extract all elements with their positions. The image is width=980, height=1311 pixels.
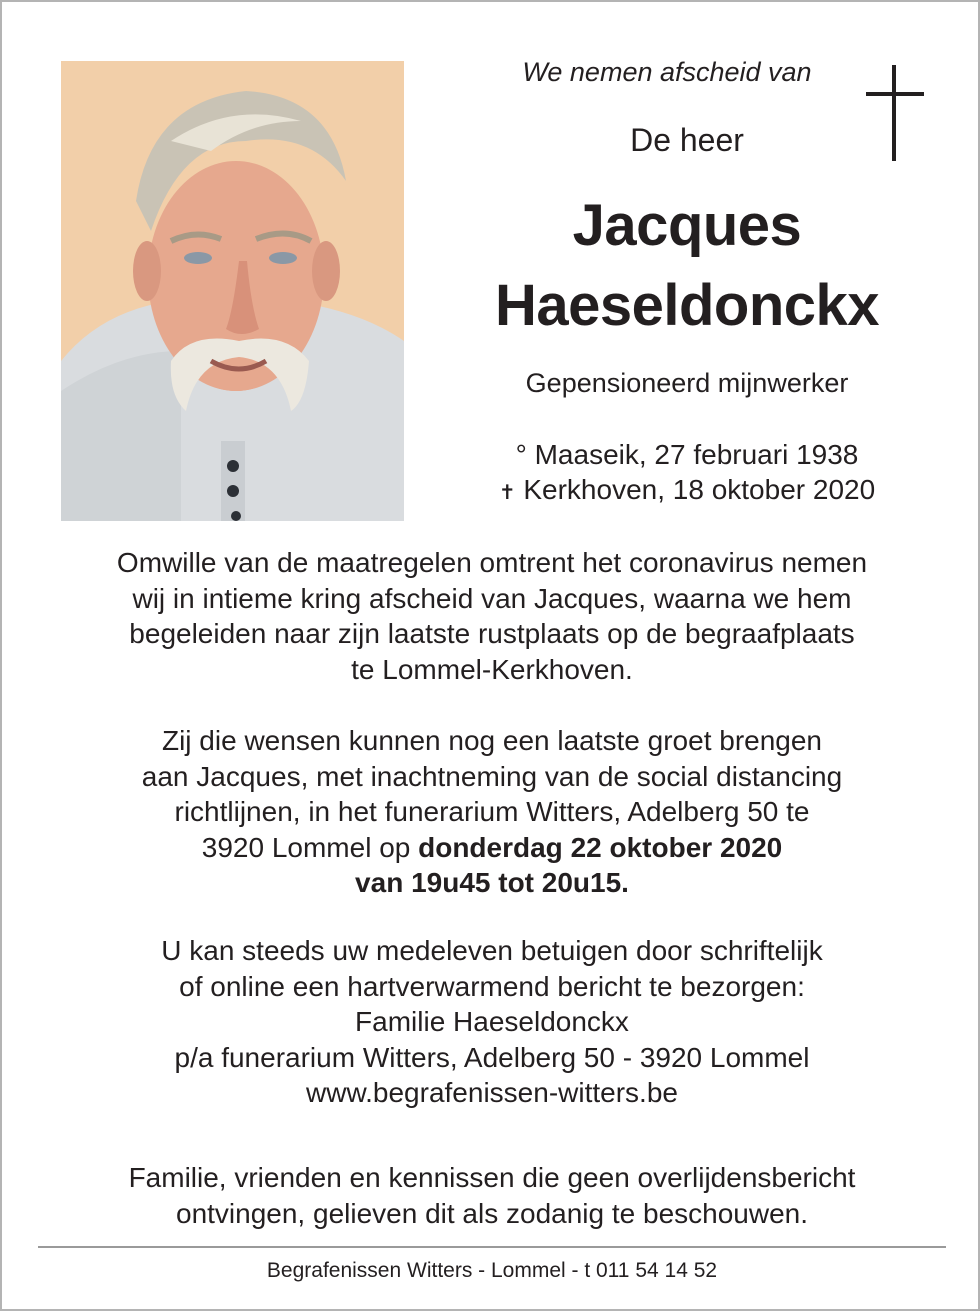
paragraph-condolences [2,933,980,1111]
honorific-title: De heer [630,122,744,158]
text-line [2,830,980,866]
first-name: Jacques [572,193,802,258]
birth-symbol: ° [515,439,527,470]
death-line [452,474,922,506]
intro-text: We nemen afscheid van [522,57,812,87]
text-line: ontvingen, gelieven dit als zodanig te beschouwen. [176,1197,808,1229]
text-line: of online een hartverwarmend bericht te bezorgen: [179,970,805,1002]
website-link[interactable]: www.begrafenissen-witters.be [306,1077,678,1108]
death-details: Kerkhoven, 18 oktober 2020 [523,474,876,505]
paragraph-ceremony [2,545,980,687]
family-name: Familie Haeseldonckx [355,1006,629,1037]
text-line: Familie, vrienden en kennissen die geen overlijdensbericht [128,1162,856,1193]
text-line: begeleiden naar zijn laatste rustplaats op de begraafplaats [129,618,855,649]
text-line: Omwille van de maatregelen omtrent het coronavirus nemen [116,547,868,578]
text-line: richtlijnen, in het funerarium Witters, Adelberg 50 te [174,796,810,827]
visitation-date: donderdag 22 oktober 2020 [418,831,783,863]
birth-line [452,439,922,471]
text-line: aan Jacques, met inachtneming van de social distancing [141,760,843,792]
text-line: te Lommel-Kerkhoven. [351,653,633,685]
footer-divider [38,1246,946,1248]
profession: Gepensioneerd mijnwerker [525,368,849,398]
postal-address: p/a funerarium Witters, Adelberg 50 - 3920 Lommel [174,1041,810,1073]
footer-contact: Begrafenissen Witters - Lommel - t 011 54 14 52 [266,1259,718,1282]
paragraph-visitation [2,723,980,901]
text-line: U kan steeds uw medeleven betuigen door schriftelijk [161,935,823,966]
visitation-prefix: 3920 Lommel op [201,831,419,863]
birth-details: Maaseik, 27 februari 1938 [534,439,859,470]
text-line: wij in intieme kring afscheid van Jacques, waarna we hem [132,582,852,614]
paragraph-notice [2,1160,980,1231]
text-line: Zij die wensen kunnen nog een laatste groet brengen [161,725,823,756]
visitation-time: van 19u45 tot 20u15. [355,867,629,898]
portrait-photo [61,61,404,521]
last-name: Haeseldonckx [494,273,880,338]
death-cross-icon: ✝ [498,482,516,504]
